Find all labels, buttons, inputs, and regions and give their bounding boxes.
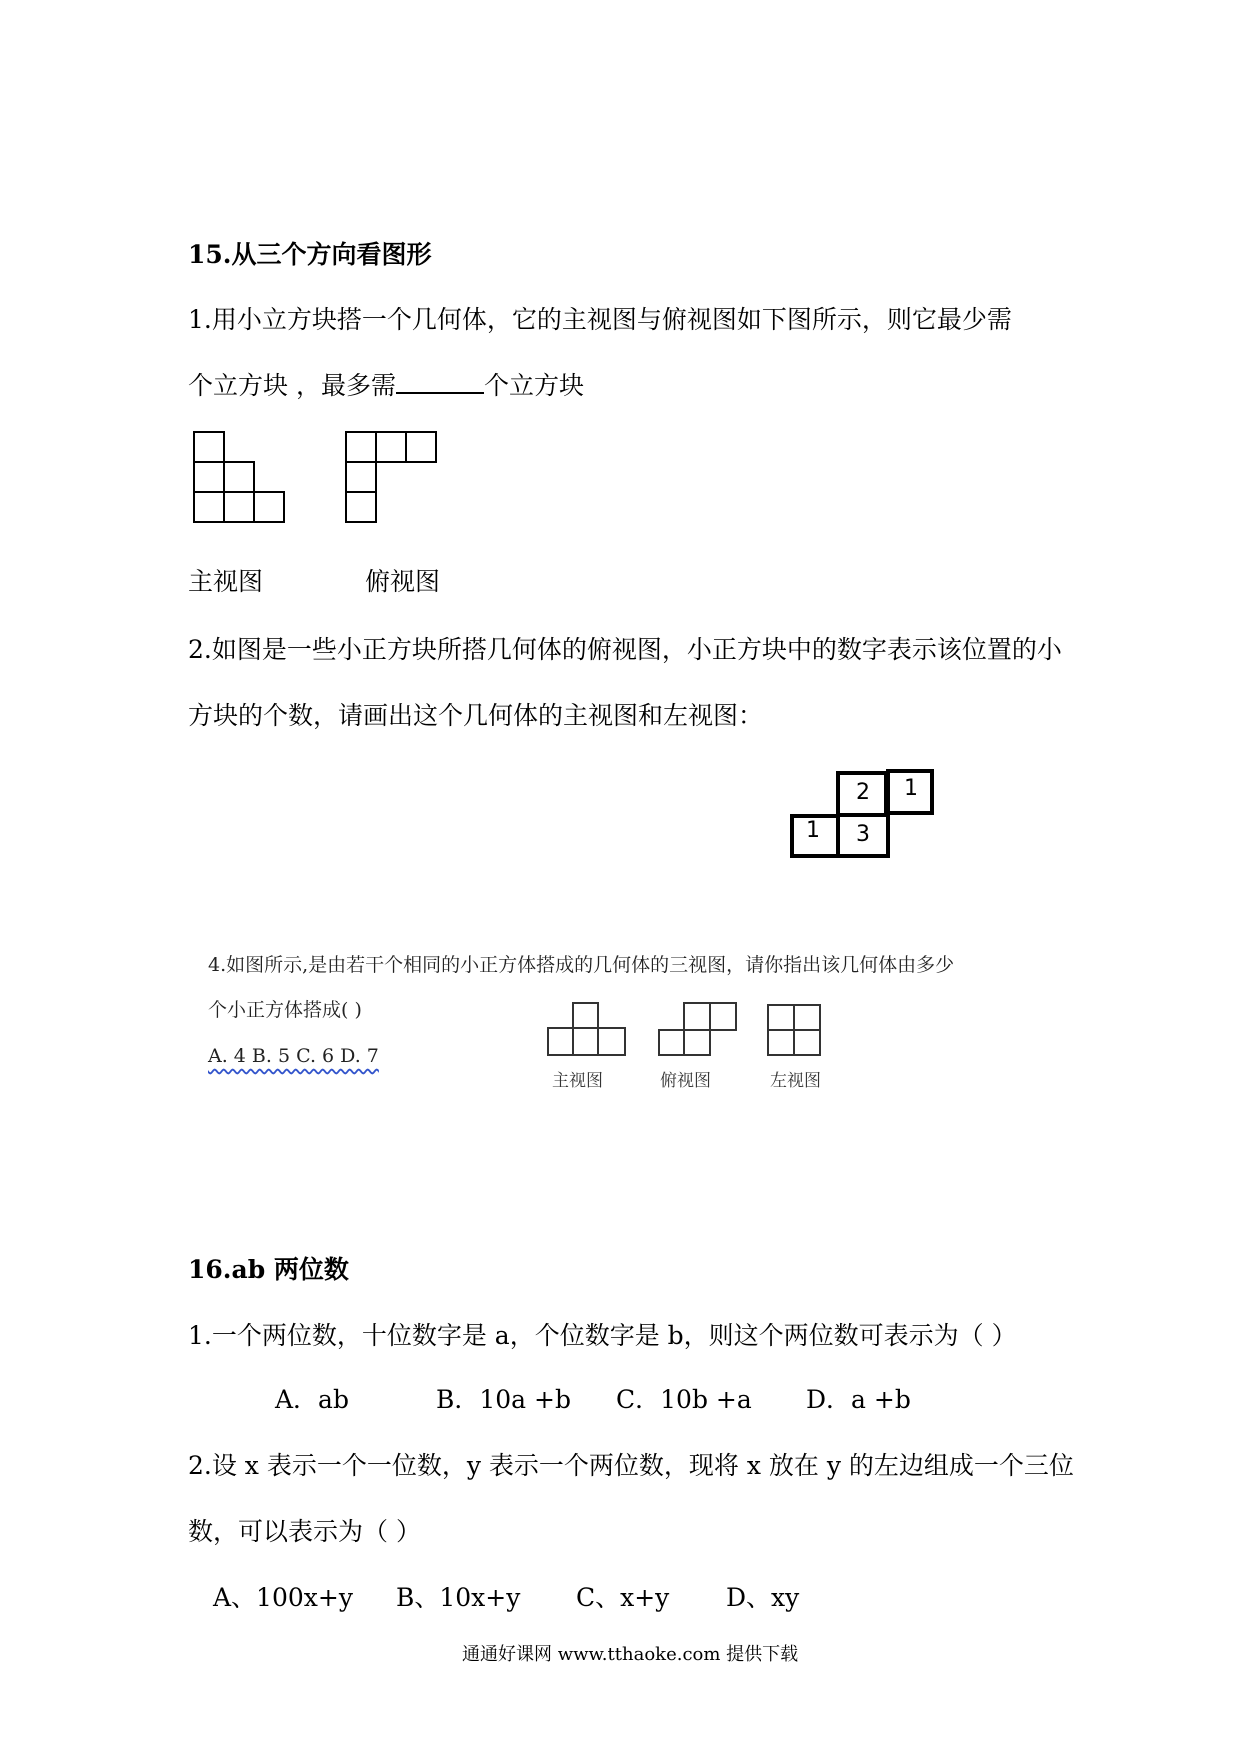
footer: 通通好课网 www.tthaoke.com 提供下载 — [462, 1644, 799, 1665]
s16-q2-option-d: D、xy — [726, 1583, 800, 1612]
s16-q2-line1: 2.设 x 表示一个一位数，y 表示一个两位数，现将 x 放在 y 的左边组成一个三位 — [188, 1451, 1074, 1480]
q4-label-top: 俯视图 — [660, 1071, 711, 1091]
s16-q2-option-c: C、x+y — [576, 1583, 670, 1612]
grid-number: 1 — [806, 818, 820, 843]
s16-q1-option-c: C．10b +a — [616, 1385, 752, 1414]
s16-q2-option-a: A、100x+y — [213, 1583, 353, 1612]
q4-label-left: 左视图 — [770, 1071, 821, 1091]
q4-line2: 个小正方体搭成( ) — [208, 999, 362, 1021]
q4-options: A. 4 B. 5 C. 6 D. 7 — [208, 1045, 379, 1067]
s16-q2-line2: 数，可以表示为（ ） — [188, 1517, 421, 1546]
section-15-title: 15.从三个方向看图形 — [188, 240, 432, 269]
grid-number: 1 — [904, 776, 918, 801]
q1-label-front: 主视图 — [188, 567, 264, 596]
q4-line1: 4.如图所示,是由若干个相同的小正方体搭成的几何体的三视图，请你指出该几何体由多少 — [208, 954, 955, 976]
grid-number: 2 — [856, 780, 870, 805]
q2-line1: 2.如图是一些小正方块所搭几何体的俯视图，小正方块中的数字表示该位置的小 — [188, 635, 1062, 664]
s16-q1-text: 1.一个两位数，十位数字是 a，个位数字是 b，则这个两位数可表示为（ ） — [188, 1321, 1017, 1350]
s16-q2-option-b: B、10x+y — [396, 1583, 521, 1612]
s16-q1-option-a: A．ab — [275, 1385, 349, 1414]
q1-label-top: 俯视图 — [365, 567, 441, 596]
q1-line2-a: 个立方块 ，最多需 — [188, 371, 396, 400]
s16-q1-option-d: D．a +b — [806, 1385, 911, 1414]
s16-q1-option-b: B．10a +b — [436, 1385, 571, 1414]
grid-number: 3 — [856, 822, 870, 847]
q2-line2: 方块的个数，请画出这个几何体的主视图和左视图： — [188, 701, 764, 730]
q1-line1: 1.用小立方块搭一个几何体，它的主视图与俯视图如下图所示，则它最少需 — [188, 305, 1012, 334]
q1-line2-b: 个立方块 — [483, 371, 584, 400]
section-16-title: 16.ab 两位数 — [188, 1255, 349, 1284]
q4-label-front: 主视图 — [552, 1071, 603, 1091]
